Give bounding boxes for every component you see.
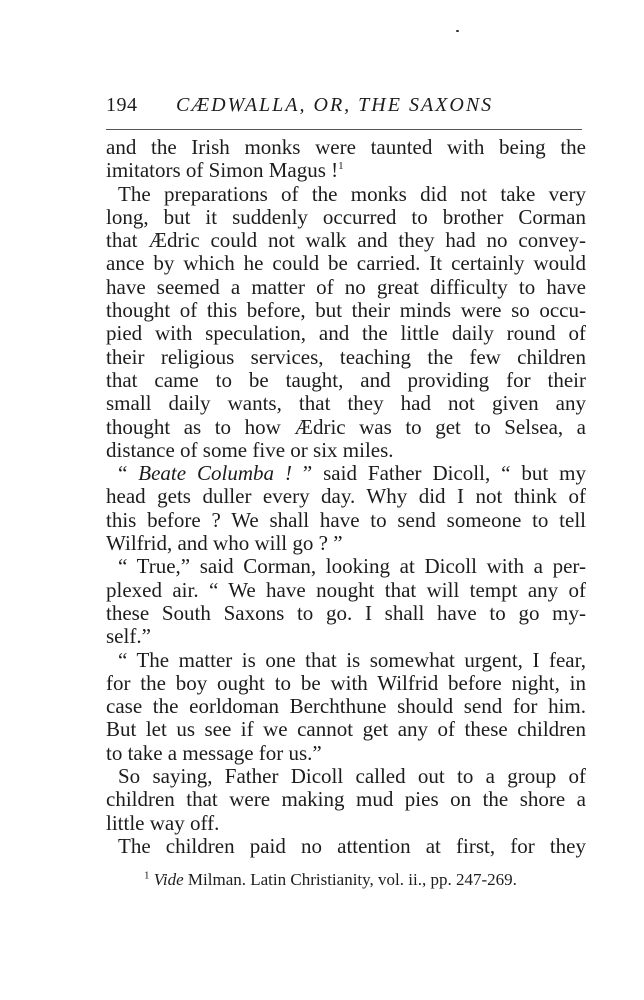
text-line: these South Saxons to go. I shall have to go my- <box>106 600 586 625</box>
italic-exclamation: Beate Columba ! <box>138 461 292 486</box>
text-line: that Ædric could not walk and they had no convey- <box>106 228 586 253</box>
text-line: self.” <box>106 624 151 649</box>
text-line: The preparations of the monks did not take very <box>118 181 586 206</box>
text-line: So saying, Father Dicoll called out to a group of <box>118 764 586 789</box>
text-line: their religious services, teaching the few children <box>106 344 586 369</box>
text-line: thought as to how Ædric was to get to Selsea, a <box>106 414 586 439</box>
body-text <box>106 136 586 858</box>
text-line: “ Beate Columba ! ” said Father Dicoll, “ but my <box>118 461 586 486</box>
footnote-reference: 1 <box>338 160 344 173</box>
footnote-text: Milman. Latin Christianity, vol. ii., pp. 247-269. <box>183 870 517 889</box>
page-number: 194 <box>106 94 138 116</box>
text-line: children that were making mud pies on the shore a <box>106 787 586 812</box>
text-line: for the boy ought to be with Wilfrid before night, in <box>106 670 586 695</box>
text-line: long, but it suddenly occurred to brother Corman <box>106 204 586 229</box>
text-line: But let us see if we cannot get any of these children <box>106 717 586 742</box>
text-line: Wilfrid, and who will go ? ” <box>106 531 343 556</box>
text-line: The children paid no attention at first, for they <box>118 833 586 858</box>
text-line: that came to be taught, and providing for their <box>106 367 586 392</box>
text-line: “ The matter is one that is somewhat urgent, I fear, <box>118 647 586 672</box>
header-rule <box>106 129 582 130</box>
text-line: imitators of Simon Magus !$^1$ <box>106 158 344 183</box>
text-line: have seemed a matter of no great difficulty to have <box>106 274 586 299</box>
footnote-vide: Vide <box>153 870 184 889</box>
text-line: and the Irish monks were taunted with being the <box>106 135 586 159</box>
text-line: “ True,” said Corman, looking at Dicoll with a per- <box>118 554 586 579</box>
text-line: head gets duller every day. Why did I not think of <box>106 484 586 509</box>
text-line: ance by which he could be carried. It certainly would <box>106 251 586 276</box>
text-line: this before ? We shall have to send someone to tell <box>106 507 586 532</box>
print-speck <box>456 30 459 32</box>
running-title: CÆDWALLA, OR, THE SAXONS <box>176 94 494 116</box>
text-line: distance of some five or six miles. <box>106 437 394 462</box>
footnote-marker: 1 <box>144 869 150 882</box>
footnote <box>144 870 517 890</box>
text-line: little way off. <box>106 810 220 835</box>
running-header <box>106 94 584 120</box>
text-line: small daily wants, that they had not given any <box>106 391 586 416</box>
text-line: to take a message for us.” <box>106 740 322 765</box>
text-line: thought of this before, but their minds were so occu- <box>106 298 586 323</box>
text-line: case the eorldoman Berchthune should send for him. <box>106 694 586 719</box>
text-line: pied with speculation, and the little daily round of <box>106 321 586 346</box>
text-line: plexed air. “ We have nought that will tempt any of <box>106 577 586 602</box>
